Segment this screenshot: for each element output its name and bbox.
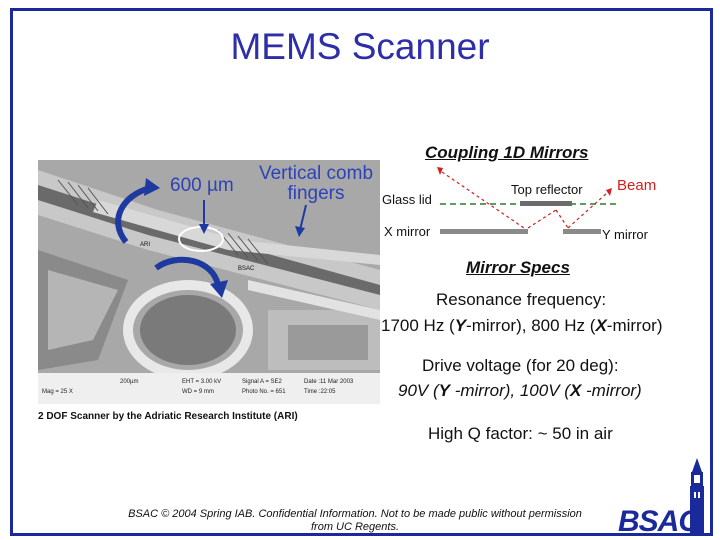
beam-label: Beam (617, 177, 657, 194)
micrograph-tag-ari: ARI (140, 242, 151, 248)
y-mirror-label: Y mirror (602, 227, 648, 242)
comb-label-line1: Vertical comb (258, 163, 374, 184)
resonance-values: 1700 Hz (Y-mirror), 800 Hz (X-mirror) (381, 316, 663, 335)
specs-title: Mirror Specs (466, 258, 570, 277)
slide-title: MEMS Scanner (230, 26, 490, 67)
sem-info-mag: Mag = 25 X (42, 389, 73, 395)
resonance-heading: Resonance frequency: (436, 290, 607, 309)
coupling-title: Coupling 1D Mirrors (425, 143, 589, 162)
footer-confidential (100, 508, 610, 534)
sem-info-scale: 200µm (120, 379, 139, 385)
sem-info-wd: WD = 9 mm (182, 389, 214, 395)
comb-fingers-label (252, 164, 380, 204)
top-reflector-label: Top reflector (511, 182, 583, 197)
sem-info-eht: EHT = 3.00 kV (182, 379, 222, 385)
drive-heading: Drive voltage (for 20 deg): (422, 356, 619, 375)
sem-info-time: Time :22:05 (304, 389, 336, 395)
footer-line2: from UC Regents. (310, 521, 400, 533)
x-mirror-label: X mirror (384, 224, 431, 239)
micrograph-caption: 2 DOF Scanner by the Adriatic Research Institute (ARI) (38, 411, 298, 422)
comb-label-line2: fingers (287, 183, 345, 204)
size-label: 600 µm (170, 175, 234, 196)
micrograph-tag-bsac: BSAC (238, 266, 255, 272)
bsac-logo: BSAC (618, 505, 700, 538)
sem-info-signal: Signal A = SE2 (242, 379, 282, 385)
sem-info-date: Date :11 Mar 2003 (304, 379, 354, 385)
sem-info-photo: Photo No. = 651 (242, 389, 286, 395)
drive-values: 90V (Y -mirror), 100V (X -mirror) (398, 381, 642, 400)
glass-lid-label: Glass lid (382, 192, 432, 207)
sem-info-bar (42, 376, 378, 402)
q-factor: High Q factor: ~ 50 in air (428, 424, 613, 443)
footer-line1: BSAC © 2004 Spring IAB. Confidential Information. Not to be made public without permission (128, 508, 582, 520)
